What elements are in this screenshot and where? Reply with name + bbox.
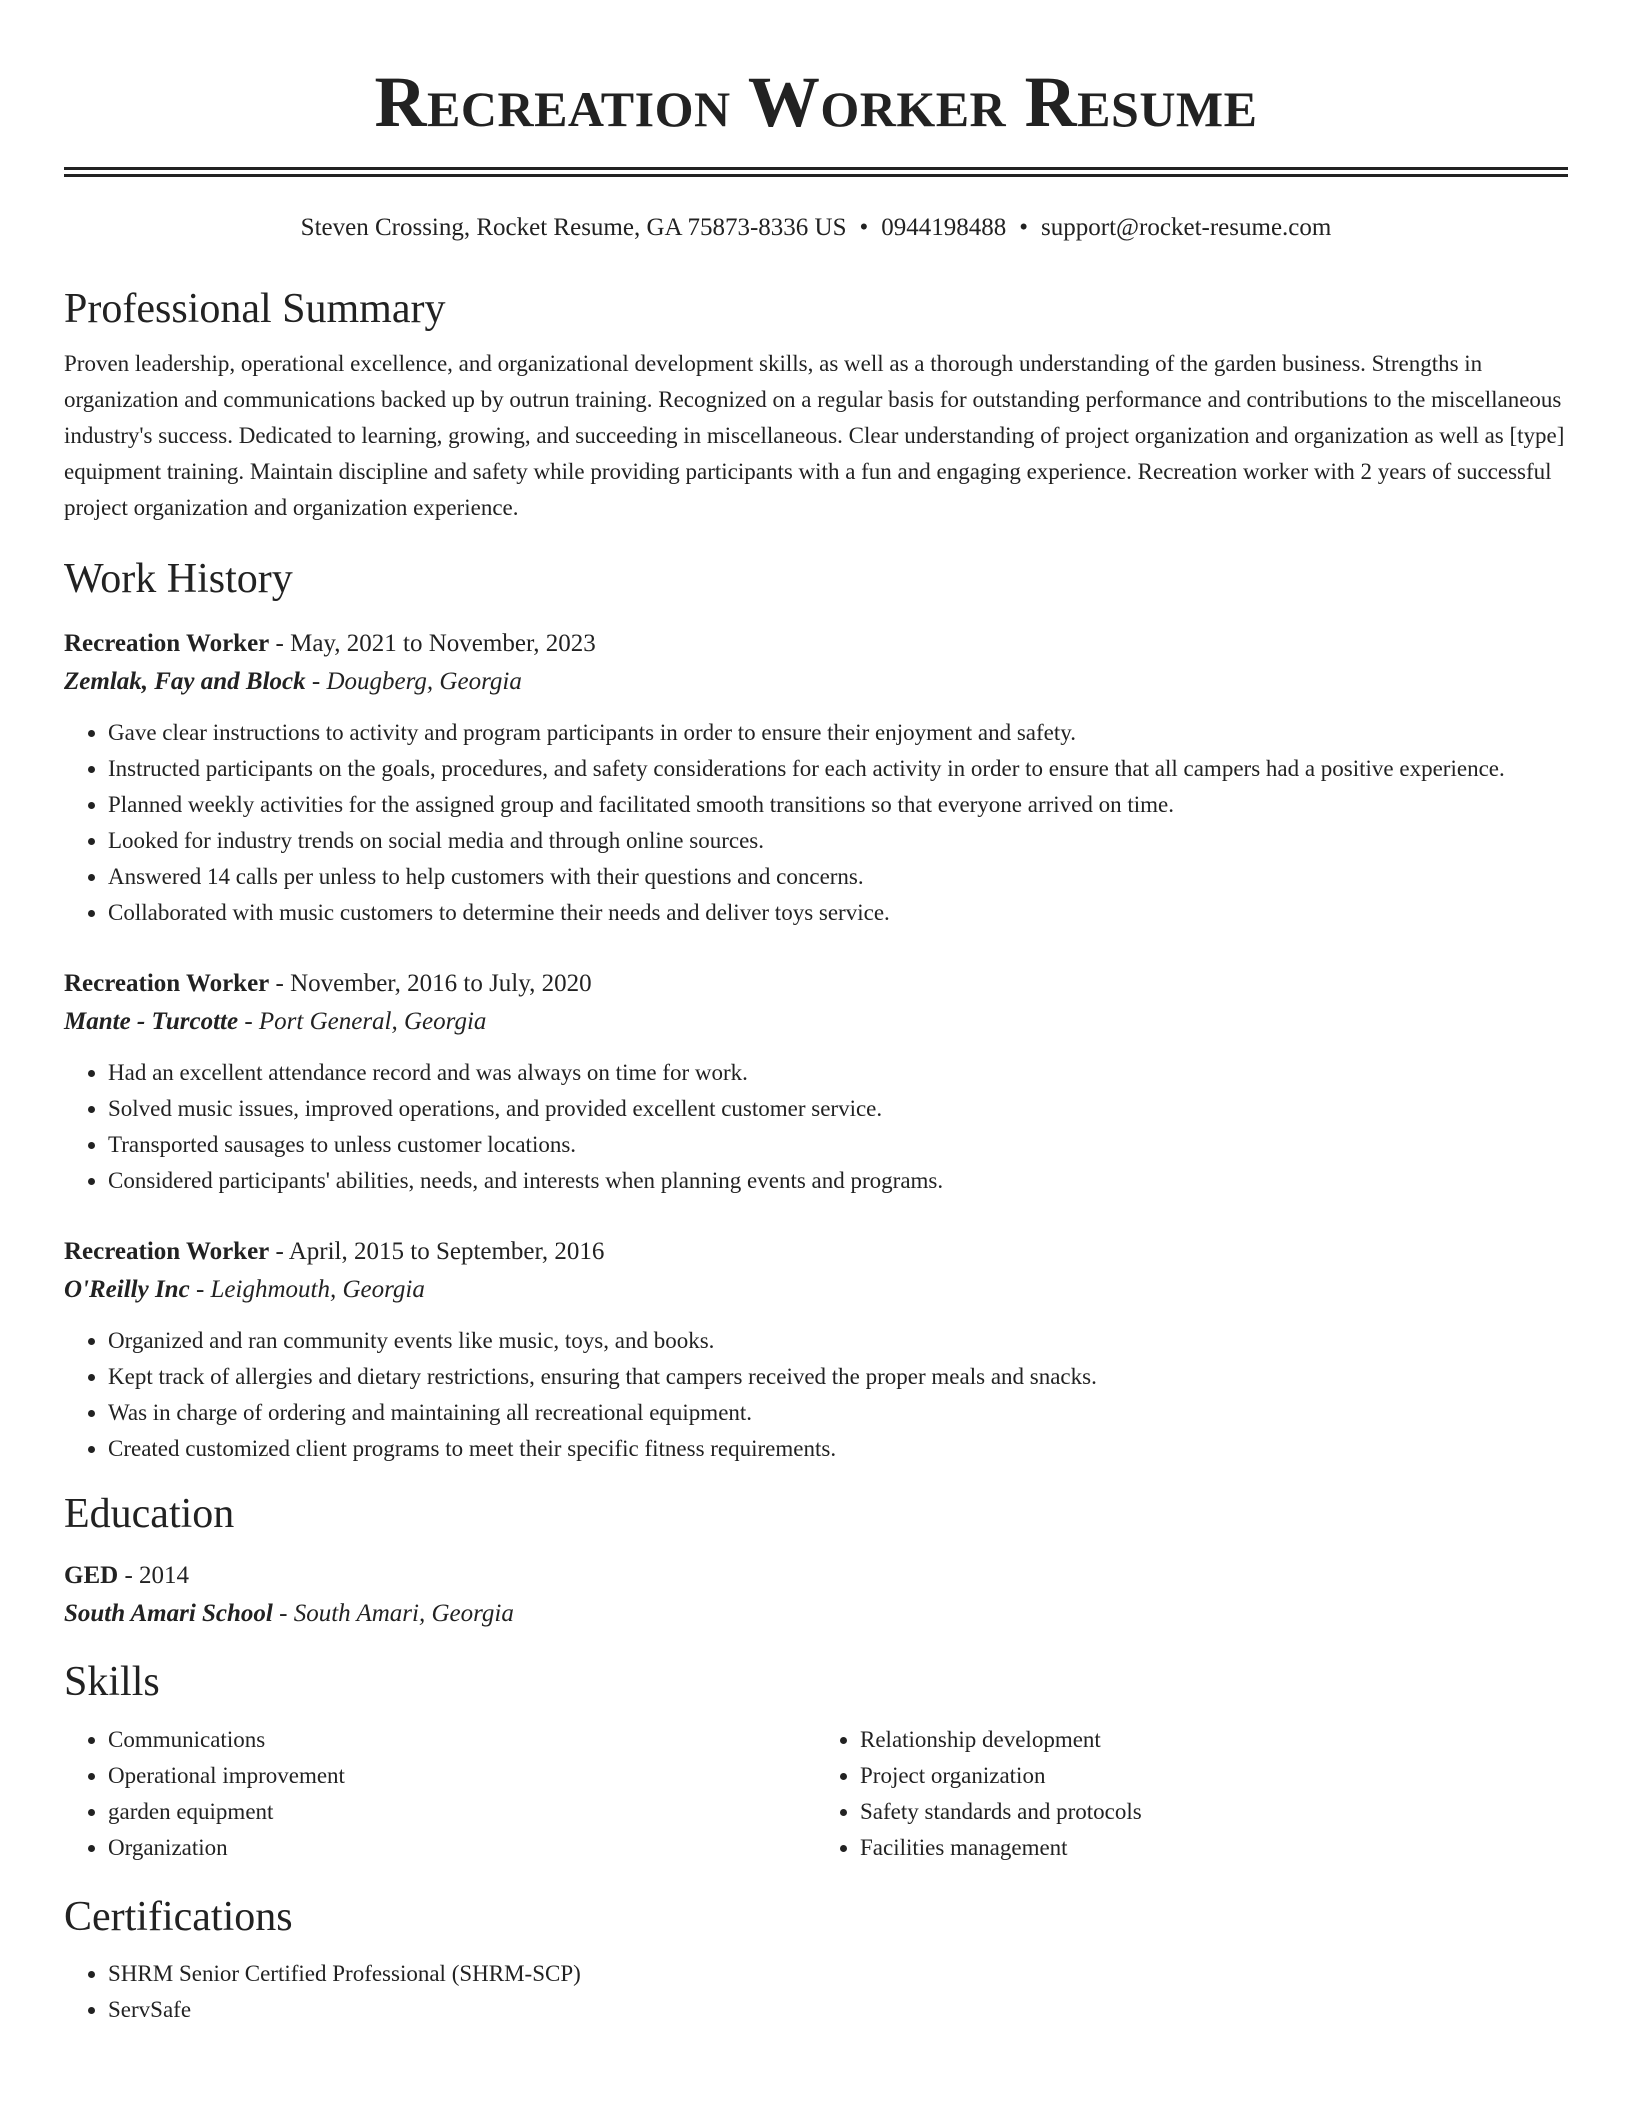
job-bullet: • Kept track of allergies and dietary restrictions, ensuring that campers received the proper meals and snacks. xyxy=(108,1359,1568,1395)
certifications-list xyxy=(64,1956,1568,2028)
contact-email: support@rocket-resume.com xyxy=(1041,214,1332,241)
job-location: - Leighmouth, Georgia xyxy=(189,1275,425,1303)
skills-column-right xyxy=(816,1722,1568,1866)
job-location: - Port General, Georgia xyxy=(238,1007,487,1035)
job-entry xyxy=(64,965,1568,1199)
job-company-line xyxy=(64,1271,1568,1309)
job-title-line xyxy=(64,1233,1568,1271)
job-bullet: • Considered participants' abilities, needs, and interests when planning events and programs. xyxy=(108,1163,1568,1199)
job-title: Recreation Worker xyxy=(64,1237,270,1265)
job-bullets xyxy=(64,715,1568,931)
education-year: - 2014 xyxy=(118,1562,190,1590)
title-divider xyxy=(64,167,1568,177)
job-entry xyxy=(64,625,1568,931)
skill-item: • garden equipment xyxy=(108,1794,816,1830)
job-bullet: • Looked for industry trends on social media and through online sources. xyxy=(108,823,1568,859)
job-bullet: • Gave clear instructions to activity and program participants in order to ensure their enjoyment and safety. xyxy=(108,715,1568,751)
education-degree: GED xyxy=(64,1562,119,1590)
job-bullet: • Instructed participants on the goals, procedures, and safety considerations for each activity in order to ensure that all campers had a positive experience. xyxy=(108,751,1568,787)
education-degree-line xyxy=(64,1557,1568,1595)
contact-address: Steven Crossing, Rocket Resume, GA 75873-8336 US xyxy=(300,214,847,241)
job-company: Zemlak, Fay and Block xyxy=(64,667,306,695)
skill-item: • Operational improvement xyxy=(108,1758,816,1794)
skill-item: • Safety standards and protocols xyxy=(860,1794,1568,1830)
job-dates: - November, 2016 to July, 2020 xyxy=(269,969,592,997)
job-title: Recreation Worker xyxy=(64,969,270,997)
contact-separator: • xyxy=(1019,214,1029,241)
job-bullet: • Created customized client programs to meet their specific fitness requirements. xyxy=(108,1431,1568,1467)
certifications-heading: Certifications xyxy=(64,1893,293,1940)
summary-heading: Professional Summary xyxy=(64,286,446,332)
job-bullet: • Was in charge of ordering and maintaining all recreational equipment. xyxy=(108,1395,1568,1431)
job-bullet: • Answered 14 calls per unless to help customers with their questions and concerns. xyxy=(108,859,1568,895)
education-school: South Amari School xyxy=(64,1600,273,1628)
skill-item: • Communications xyxy=(108,1722,816,1758)
job-bullets xyxy=(64,1323,1568,1467)
job-company: Mante - Turcotte xyxy=(64,1007,239,1035)
job-dates: - April, 2015 to September, 2016 xyxy=(269,1237,605,1265)
job-dates: - May, 2021 to November, 2023 xyxy=(269,629,596,657)
job-company: O'Reilly Inc xyxy=(64,1275,190,1303)
skills-list xyxy=(64,1722,1568,1866)
job-bullet: • Collaborated with music customers to determine their needs and deliver toys service. xyxy=(108,895,1568,931)
job-entry xyxy=(64,1233,1568,1467)
job-title-line xyxy=(64,625,1568,663)
skill-item: • Relationship development xyxy=(860,1722,1568,1758)
work-history-heading: Work History xyxy=(64,556,293,603)
job-company-line xyxy=(64,663,1568,701)
certification-item: • ServSafe xyxy=(108,1992,1568,2028)
job-bullets xyxy=(64,1055,1568,1199)
skill-item: • Project organization xyxy=(860,1758,1568,1794)
job-bullet: • Organized and ran community events like music, toys, and books. xyxy=(108,1323,1568,1359)
education-heading: Education xyxy=(64,1490,235,1537)
job-title: Recreation Worker xyxy=(64,629,270,657)
skills-heading: Skills xyxy=(64,1659,160,1706)
skill-item: • Facilities management xyxy=(860,1830,1568,1866)
job-company-line xyxy=(64,1003,1568,1041)
job-bullet: • Transported sausages to unless customer locations. xyxy=(108,1127,1568,1163)
job-bullet: • Solved music issues, improved operations, and provided excellent customer service. xyxy=(108,1091,1568,1127)
education-location: - South Amari, Georgia xyxy=(272,1600,514,1628)
resume-title: Recreation Worker Resume xyxy=(374,62,1258,142)
job-bullet: • Planned weekly activities for the assigned group and facilitated smooth transitions so that everyone arrived on time. xyxy=(108,787,1568,823)
contact-line xyxy=(64,213,1568,243)
job-location: - Dougberg, Georgia xyxy=(305,667,522,695)
job-bullet: • Had an excellent attendance record and was always on time for work. xyxy=(108,1055,1568,1091)
job-title-line xyxy=(64,965,1568,1003)
certification-item: • SHRM Senior Certified Professional (SHRM-SCP) xyxy=(108,1956,1568,1992)
education-school-line xyxy=(64,1595,1568,1633)
contact-phone: 0944198488 xyxy=(881,214,1007,241)
skills-column-left xyxy=(64,1722,816,1866)
summary-text: Proven leadership, operational excellence, and organizational development skills, as well as a thorough understanding of the garden business. Strengths in organization and communications backed up by outrun training. Recognized on a regular basis for outstanding performance and contributions to the miscellaneous industry's success. Dedicated to learning, growing, and succeeding in miscellaneous. Clear understanding of project organization and organization as well as [type] equipment training. Maintain discipline and safety while providing participants with a fun and engaging experience. Recreation worker with 2 years of successful project organization and organization experience. xyxy=(64,351,1565,521)
skill-item: • Organization xyxy=(108,1830,816,1866)
contact-separator: • xyxy=(859,214,869,241)
